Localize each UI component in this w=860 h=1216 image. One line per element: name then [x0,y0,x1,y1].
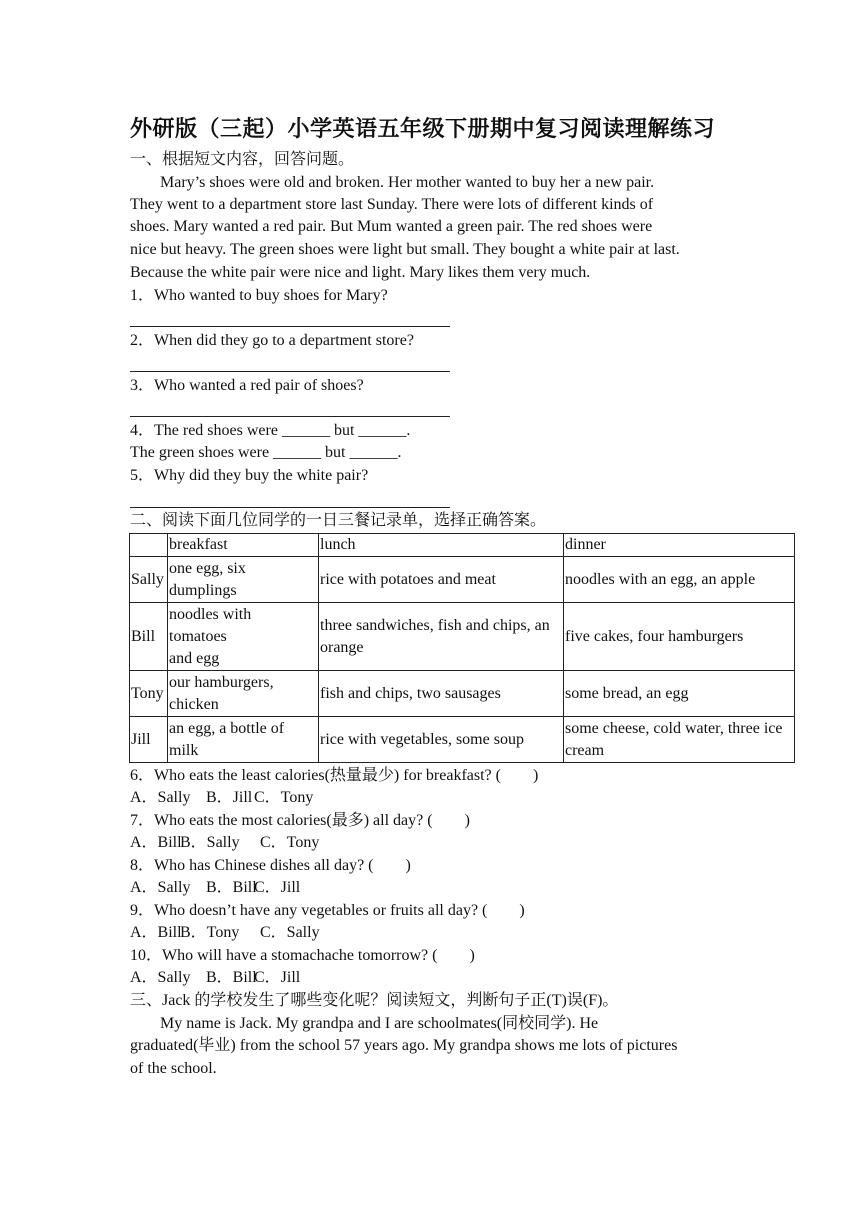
answer-line-2[interactable] [130,371,450,372]
question-9: 9．Who doesn’t have any vegetables or fruits all day? ( ) [130,902,525,919]
option-b[interactable]: B．Bill [206,969,257,986]
option-b[interactable]: B．Jill [206,789,253,806]
page-title: 外研版（三起）小学英语五年级下册期中复习阅读理解练习 [130,116,716,142]
row-name: Sally [130,557,168,603]
section3-passage-line-3: of the school. [130,1060,217,1077]
header-cell-lunch: lunch [319,534,564,557]
option-b[interactable]: B．Bill [206,879,257,896]
row-lunch: rice with potatoes and meat [319,557,564,603]
question-8-options [130,877,300,899]
option-a[interactable]: A．Sally [130,789,191,806]
answer-line-3[interactable] [130,416,450,417]
row-lunch: rice with vegetables, some soup [319,717,564,763]
question-4b: The green shoes were ______ but ______. [130,444,402,461]
row-breakfast: an egg, a bottle of milk [168,717,319,763]
question-5: 5．Why did they buy the white pair? [130,467,369,484]
option-a[interactable]: A．Sally [130,879,191,896]
row-dinner: noodles with an egg, an apple [564,557,795,603]
section1-passage-line-3: shoes. Mary wanted a red pair. But Mum wanted a green pair. The red shoes were [130,218,653,235]
row-lunch: fish and chips, two sausages [319,671,564,717]
option-b[interactable]: B．Tony [180,924,240,941]
section1-heading: 一、根据短文内容，回答问题。 [130,151,355,168]
header-cell-breakfast: breakfast [168,534,319,557]
section1-passage-line-2: They went to a department store last Sunday. There were lots of different kinds of [130,196,654,213]
option-b[interactable]: B．Sally [180,834,240,851]
question-10: 10．Who will have a stomachache tomorrow? ( ) [130,947,475,964]
row-dinner: some cheese, cold water, three ice cream [564,717,795,763]
answer-line-1[interactable] [130,326,450,327]
row-lunch: three sandwiches, fish and chips, an orange [319,603,564,671]
section2-heading: 二、阅读下面几位同学的一日三餐记录单，选择正确答案。 [130,512,547,529]
section1-passage-line-1: Mary’s shoes were old and broken. Her mother wanted to buy her a new pair. [160,174,655,191]
question-8: 8．Who has Chinese dishes all day? ( ) [130,857,411,874]
row-breakfast: one egg, six dumplings [168,557,319,603]
question-6: 6．Who eats the least calories(热量最少) for breakfast? ( ) [130,767,539,784]
section1-passage-line-4: nice but heavy. The green shoes were light but small. They bought a white pair at last. [130,241,680,258]
breakfast-line: noodles with [169,605,252,623]
table-row [130,603,795,671]
question-7-options [130,832,319,854]
row-dinner: some bread, an egg [564,671,795,717]
question-3: 3．Who wanted a red pair of shoes? [130,377,364,394]
question-1: 1．Who wanted to buy shoes for Mary? [130,287,388,304]
row-name: Tony [130,671,168,717]
row-dinner: five cakes, four hamburgers [564,603,795,671]
table-row [130,671,795,717]
row-breakfast: our hamburgers, chicken [168,671,319,717]
section3-passage-line-1: My name is Jack. My grandpa and I are schoolmates(同校同学). He [160,1015,599,1032]
section3-heading: 三、Jack 的学校发生了哪些变化呢？阅读短文，判断句子正(T)误(F)。 [130,992,619,1009]
table-row [130,557,795,603]
breakfast-line: and egg [169,649,220,667]
breakfast-line: tomatoes [169,627,227,645]
header-cell [130,534,168,557]
question-7: 7．Who eats the most calories(最多) all day? ( ) [130,812,470,829]
option-c[interactable]: C．Tony [254,789,314,806]
section1-passage-line-5: Because the white pair were nice and light. Mary likes them very much. [130,264,591,281]
question-10-options [130,967,300,989]
row-name: Jill [130,717,168,763]
row-name: Bill [130,603,168,671]
answer-line-5[interactable] [130,507,450,508]
option-c[interactable]: C．Sally [260,924,320,941]
option-c[interactable]: C．Jill [254,879,301,896]
option-a[interactable]: A．Bill [130,924,182,941]
question-4a: 4．The red shoes were ______ but ______. [130,422,411,439]
meals-table [129,533,795,763]
option-c[interactable]: C．Tony [260,834,320,851]
option-a[interactable]: A．Bill [130,834,182,851]
table-header-row [130,534,795,557]
question-9-options [130,922,320,944]
row-breakfast [168,603,319,671]
option-a[interactable]: A．Sally [130,969,191,986]
option-c[interactable]: C．Jill [254,969,301,986]
section3-passage-line-2: graduated(毕业) from the school 57 years ago. My grandpa shows me lots of pictures [130,1037,678,1054]
question-6-options [130,787,313,809]
header-cell-dinner: dinner [564,534,795,557]
question-2: 2．When did they go to a department store? [130,332,414,349]
table-row [130,717,795,763]
